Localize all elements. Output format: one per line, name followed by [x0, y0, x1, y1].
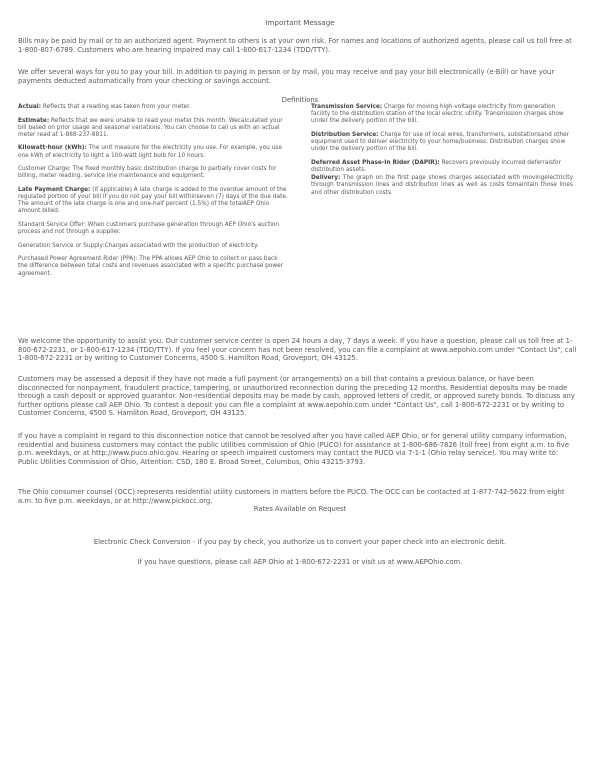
- definitions-right-column: [311, 104, 573, 203]
- questions-contact: If you have questions, please call AEP Ohio at 1-800-672-2231 or visit us at www.AEPOhio.com.: [137, 558, 463, 566]
- intro-payment-agents: Bills may be paid by mail or to an authorized agent. Payment to others is at your own risk. For names and locations of authorized agents, please call us toll free at 1-800-807-6789. Customers who are hearing impaired may call 1-800-617-1234 (TDD/TTY).: [18, 37, 572, 54]
- definitions-heading: Definitions: [281, 96, 319, 104]
- definition-item: Actual: Reflects that a reading was taken from your meter.: [18, 104, 191, 110]
- definition-item: Standard Service Offer: When customers purchase generation through AEP Ohio's auction process and not through a supplier.: [18, 221, 280, 236]
- definition-item: Late Payment Charge: (if applicable) A late charge is added to the overdue amount of the regulated portion of your bill if you do not pay your bill withinseven (7) days of the due date. The amount of the late charge is one and one-half percent (1.5%) of the totalAEP Ohio amount billed.: [18, 186, 288, 215]
- rates-note: Rates Available on Request: [253, 505, 347, 513]
- definition-item: Customer Charge: The fixed monthly basic distribution charge to partially cover costs for billing, meter reading, service line maintenance and equipment.: [18, 166, 277, 180]
- check-conversion-notice: Electronic Check Conversion - if you pay by check, you authorize us to convert your paper check into an electronic debit.: [93, 538, 507, 546]
- customer-service-paragraph: We welcome the opportunity to assist you. Our customer service center is open 24 hours a day, 7 days a week. If you have a question, please call us toll free at 1-800-672-2231, or 1-800-617-1234 (TDD/TTY). If you feel your concern has not been resolved, you can file a complaint at www.aepohio.com under "Contact Us", call 1-800-672-2231 or by writing to Customer Concerns, 4500 S. Hamilton Road, Groveport, OH 43125.: [18, 337, 577, 363]
- definition-item: Kilowatt-hour (kWh): The unit measure for the electricity you use. For example, you use one kWh of electricity to light a 100-watt light bulb for 10 hours.: [18, 145, 282, 159]
- definition-item: Distribution Service: Charge for use of local wires, transformers, substationsand other equipment used to deliver electricity to your home/business. Distribution charges show under the delivery portion of the bill.: [311, 131, 570, 153]
- intro-payment-options: We offer several ways for you to pay your bill. In addition to paying in person or by mail, you may receive and pay your bill electronically (e-Bill) or have your payments deducted automatically from your checking or savings account.: [18, 68, 555, 85]
- definition-item: Delivery: The graph on the first page shows charges associated with movingelectricity through transmission lines and distribution lines as well as costs tomaintain those lines and other distribution costs.: [311, 175, 573, 196]
- complaint-paragraph: If you have a complaint in regard to this disconnection notice that cannot be resolved after you have called AEP Ohio, or for general utility company information, residential and business customers may contact the public utilities commission of Ohio (PUCO) for assistance at 1-800-686-7826 (toll free) from eight a.m. to five p.m. weekdays, or at http://www.puco.ohio.gov. Hearing or speech impaired customers may contact the PUCO via 7-1-1 (Ohio relay service). You may write to: Public Utilities Commission of Ohio, Attention: CSD, 180 E. Broad Street, Columbus, Ohio 43215-3793.: [18, 432, 570, 466]
- occ-paragraph: The Ohio consumer counsel (OCC) represents residential utility customers in matters before the PUCO. The OCC can be contacted at 1-877-742-5622 from eight a.m. to five p.m. weekdays, or at http://www.pickocc.org.: [18, 488, 565, 505]
- definition-item: Generation Service or Supply:Charges associated with the production of electricity.: [18, 242, 259, 249]
- definition-item: Transmission Service: Charge for moving high-voltage electricity from generation facility to the distribution station of the local electric utility. Transmission charges show under the delivery portion of the bill.: [311, 104, 564, 125]
- definition-item: Deferred Asset Phase-In Rider (DAPIR): Recovers previously incurred deferralsfor distribution assets.: [311, 159, 561, 174]
- definition-item: Purchased Power Agreement Rider (PPA): The PPA allows AEP Ohio to collect or pass back the difference between total costs and revenues associated with a specific purchase power agreement.: [18, 256, 284, 277]
- definitions-left-column: [18, 104, 288, 284]
- deposit-paragraph: Customers may be assessed a deposit if they have not made a full payment (or arrangements) on a bill that contains a previous balance, or have been disconnected for nonpayment, fraudulent practice, tampering, or unauthorized reconnection during the preceding 12 months. Residential deposits may be made through a cash deposit or approved guarantor. Non-residential deposits may be made by cash, approved letters of credit, or approved surety bonds. To discuss any further options please call AEP Ohio. To contest a deposit you can file a complaint at www.aepohio.com under "Contact Us", call 1-800-672-2231 or by writing to Customer Concerns, 4500 S. Hamilton Road, Groveport, OH 43125.: [18, 375, 575, 418]
- definition-item: Estimate: Reflects that we were unable to read your meter this month. Wecalculated your bill based on prior usage and seasonal variations. You can choose to call us with an actual meter read at 1-888-237-8811.: [18, 117, 283, 138]
- page-title: Important Message: [265, 18, 335, 27]
